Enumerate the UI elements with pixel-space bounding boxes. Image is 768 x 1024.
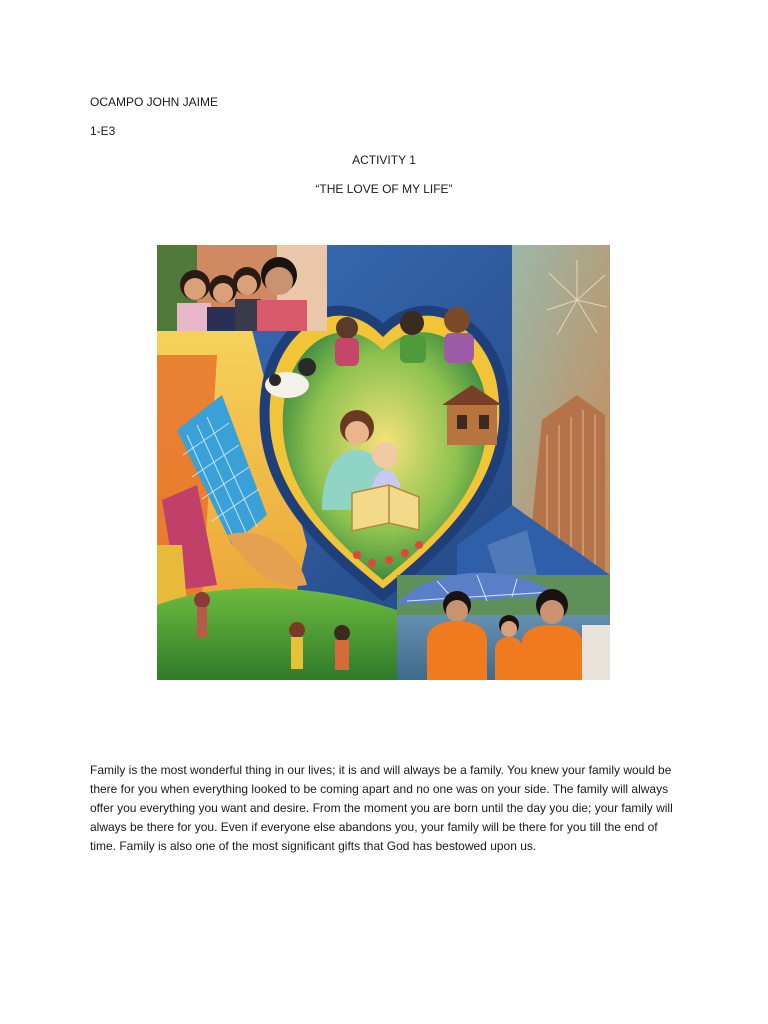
document-title: “THE LOVE OF MY LIFE”: [315, 182, 453, 196]
essay-paragraph: Family is the most wonderful thing in our lives; it is and will always be a family. You knew your family would be there for you when everything looked to be coming apart and no one was on your side. The family will always offer you everything you want and desire. From the moment you are born until the day you die; your family will always be there for you. Even if everyone else abandons you, your family will be there for you till the end of time. Family is also one of the most significant gifts that God has bestowed upon us.: [90, 763, 673, 853]
activity-heading: ACTIVITY 1: [352, 153, 416, 167]
author-name: OCAMPO JOHN JAIME: [90, 95, 219, 109]
section-code: 1-E3: [90, 124, 116, 138]
family-collage-image: [157, 245, 610, 680]
